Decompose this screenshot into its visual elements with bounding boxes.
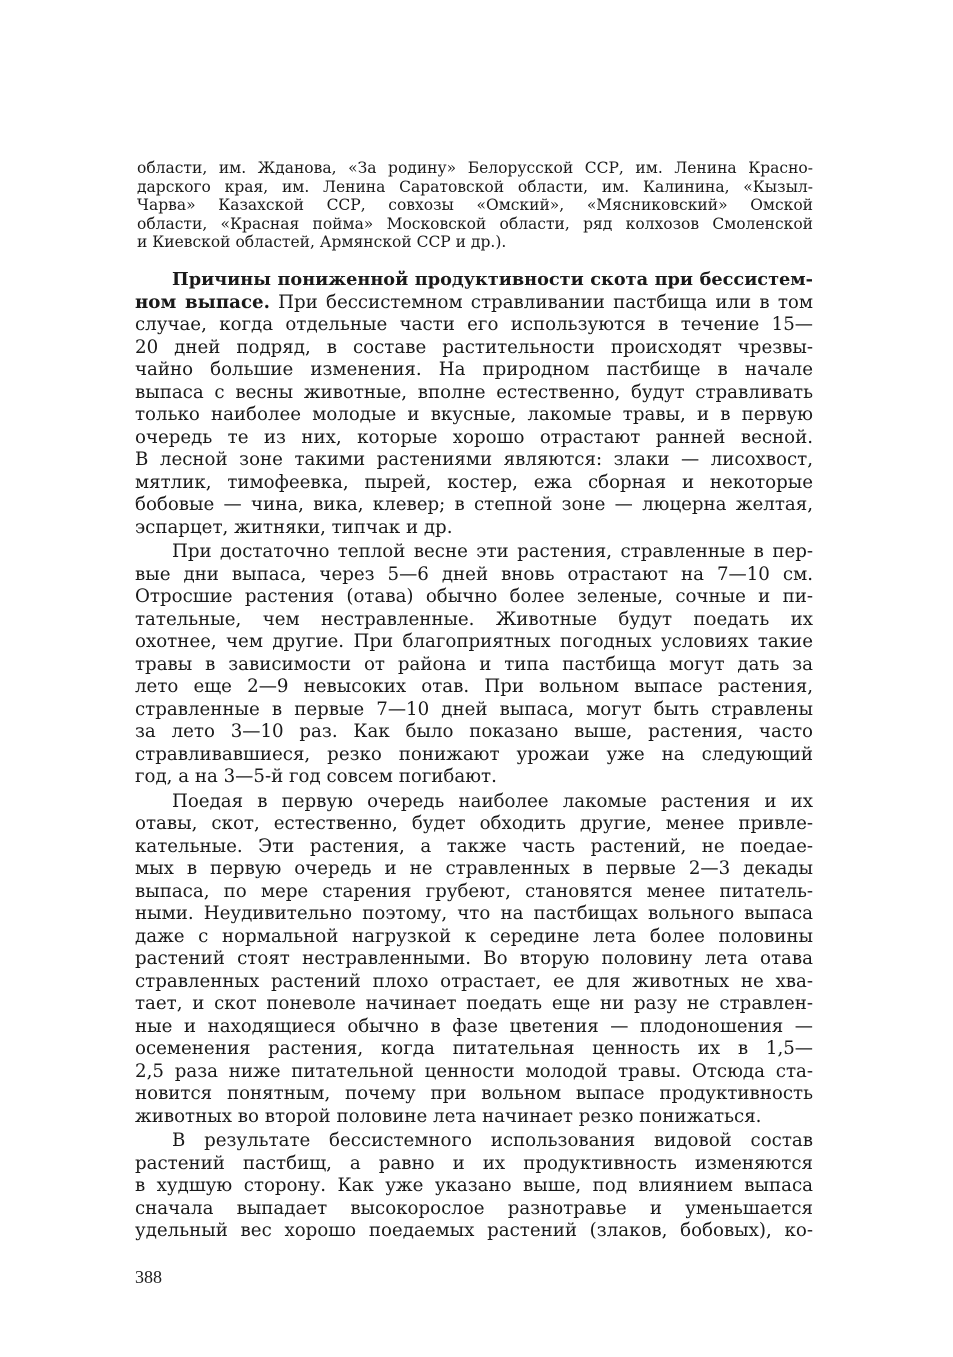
section-heading-end: ном выпасе. bbox=[135, 291, 270, 313]
paragraph-line: ные и находящиеся обычно в фазе цветения — плодоношения — bbox=[135, 1015, 813, 1037]
paragraph-result bbox=[135, 1130, 813, 1243]
paragraph-line: очередь те из них, которые хорошо отрастают ранней весной. bbox=[135, 426, 813, 448]
paragraph-grazing bbox=[135, 791, 813, 1129]
paragraph-line: животных во второй половине лета начинает резко понижаться. bbox=[135, 1105, 762, 1127]
intro-line: области, им. Жданова, «За родину» Белорусской ССР, им. Ленина Красно- bbox=[137, 159, 813, 177]
paragraph-line: В результате бессистемного использования видовой состав bbox=[172, 1130, 813, 1151]
intro-line: и Киевской областей, Армянской ССР и др.). bbox=[137, 233, 507, 251]
intro-line: Чарва» Казахской ССР, совхозы «Омский», «Мясниковский» Омской bbox=[137, 196, 813, 214]
intro-paragraph bbox=[137, 159, 813, 252]
paragraph-line: даже с нормальной нагрузкой к середине лета более половины bbox=[135, 925, 813, 947]
paragraph-line: в худшую сторону. Как уже указано выше, под влиянием выпаса bbox=[135, 1175, 813, 1196]
paragraph-line: Поедая в первую очередь наиболее лакомые растения и их bbox=[172, 790, 813, 812]
paragraph-line: ными. Неудивительно поэтому, что на пастбищах вольного выпаса bbox=[135, 903, 813, 924]
paragraph-line: тает, и скот поневоле начинает поедать еще ни разу не стравлен- bbox=[135, 993, 813, 1014]
paragraph-line: охотнее, чем другие. При благоприятных погодных условиях такие bbox=[135, 631, 813, 652]
paragraph-line: лето еще 2—9 невысоких отав. При вольном выпасе растения, bbox=[135, 676, 813, 697]
section-heading: Причины пониженной продуктивности скота при бессистем- bbox=[172, 269, 813, 290]
paragraph-line: стравленных растений плохо отрастает, ее для животных не хва- bbox=[135, 970, 813, 992]
paragraph-regrowth bbox=[135, 541, 813, 789]
paragraph-line: кательные. Эти растения, а также часть растений, не поедае- bbox=[135, 835, 813, 857]
main-text bbox=[135, 269, 813, 1245]
paragraph-line: вые дни выпаса, через 5—6 дней вновь отрастают на 7—10 см. bbox=[135, 563, 813, 585]
paragraph-line: год, а на 3—5-й год совсем погибают. bbox=[135, 766, 497, 787]
paragraph-line: удельный вес хорошо поедаемых растений (злаков, бобовых), ко- bbox=[135, 1220, 813, 1241]
paragraph-text: При бессистемном стравливании пастбища или в том bbox=[269, 291, 813, 313]
paragraph-line: чайно большие изменения. На природном пастбище в начале bbox=[135, 359, 813, 380]
paragraph-line: отавы, скот, естественно, будет обходить другие, менее привле- bbox=[135, 813, 813, 834]
paragraph-line bbox=[135, 292, 813, 315]
page-number: 388 bbox=[135, 1267, 162, 1287]
paragraph-line: осеменения растения, когда питательная ценность их в 1,5— bbox=[135, 1038, 813, 1059]
paragraph-line: выпаса с весны животные, вполне естественно, будут стравливать bbox=[135, 381, 813, 403]
paragraph-line: В лесной зоне такими растениями являются: злаки — лисохвост, bbox=[135, 449, 813, 470]
paragraph-line: сначала выпадает высокорослое разнотравье и уменьшается bbox=[135, 1197, 813, 1219]
paragraph-line: стравливавшиеся, резко понижают урожаи уже на следующий bbox=[135, 743, 813, 765]
intro-line: дарского края, им. Ленина Саратовской области, им. Калинина, «Кызыл- bbox=[137, 177, 813, 196]
paragraph-line: мых в первую очередь и не стравленных в первые 2—3 декады bbox=[135, 858, 813, 879]
paragraph-line: растений стоят нестравленными. Во вторую половину лета отава bbox=[135, 948, 813, 969]
paragraph-line: 20 дней подряд, в составе растительности происходят чрезвы- bbox=[135, 336, 813, 358]
intro-line: области, «Красная пойма» Московской области, ряд колхозов Смоленской bbox=[137, 214, 813, 233]
paragraph-causes bbox=[135, 269, 813, 539]
paragraph-line: новится понятным, почему при вольном выпасе продуктивность bbox=[135, 1083, 813, 1104]
paragraph-line: травы в зависимости от района и типа пастбища могут дать за bbox=[135, 653, 813, 675]
paragraph-line: Отросшие растения (отава) обычно более зеленые, сочные и пи- bbox=[135, 586, 813, 607]
paragraph-line: за лето 3—10 раз. Как было показано выше, растения, часто bbox=[135, 721, 813, 742]
paragraph-line: только наиболее молодые и вкусные, лакомые травы, и в первую bbox=[135, 404, 813, 425]
paragraph-line: растений пастбищ, а равно и их продуктивность изменяются bbox=[135, 1152, 813, 1174]
paragraph-line: При достаточно теплой весне эти растения, стравленные в пер- bbox=[172, 541, 813, 562]
paragraph-line: случае, когда отдельные части его используются в течение 15— bbox=[135, 314, 813, 335]
paragraph-line: 2,5 раза ниже питательной ценности молодой травы. Отсюда ста- bbox=[135, 1060, 813, 1082]
paragraph-line: мятлик, тимофеевка, пырей, костер, ежа сборная и некоторые bbox=[135, 471, 813, 493]
paragraph-line: тательные, чем нестравленные. Животные будут поедать их bbox=[135, 608, 813, 630]
paragraph-line: стравленные в первые 7—10 дней выпаса, могут быть стравлены bbox=[135, 698, 813, 720]
paragraph-line: бобовые — чина, вика, клевер; в степной зоне — люцерна желтая, bbox=[135, 494, 813, 515]
paragraph-line: эспарцет, житняки, типчак и др. bbox=[135, 516, 453, 538]
paragraph-line: выпаса, по мере старения грубеют, становятся менее питатель- bbox=[135, 880, 813, 902]
